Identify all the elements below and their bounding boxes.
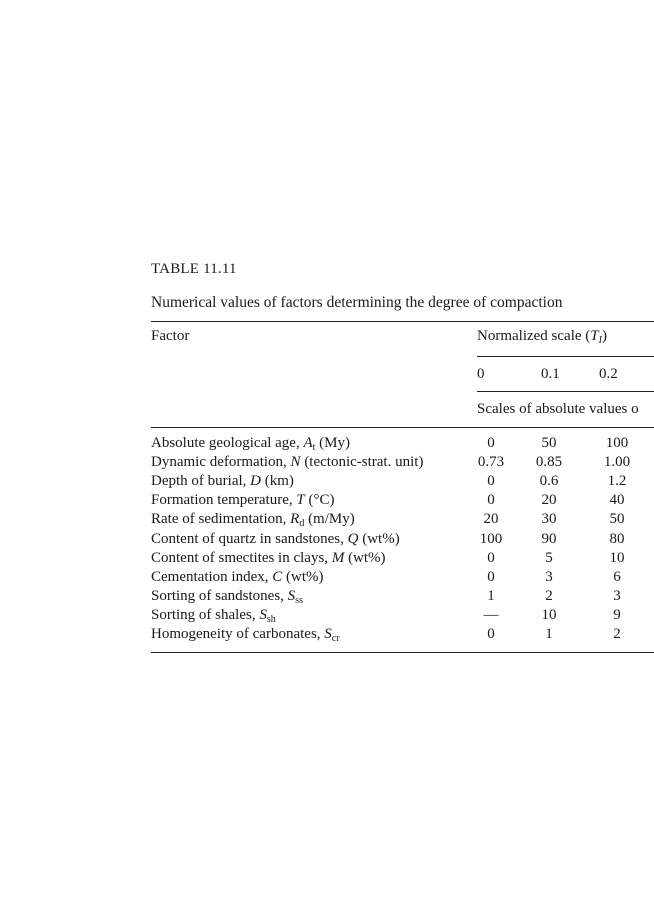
factor-symbol-subscript: ss	[295, 595, 303, 606]
factor-name: Absolute geological age,	[151, 435, 304, 451]
factor-name: Sorting of sandstones,	[151, 588, 288, 604]
factor-name: Content of quartz in sandstones,	[151, 531, 348, 547]
table-cell: 3	[545, 569, 553, 585]
normalized-scale-close: )	[601, 328, 607, 344]
table-cell: 5	[545, 550, 553, 566]
scale-value-0: 0	[477, 366, 485, 382]
row-label	[151, 569, 324, 586]
row-label	[151, 626, 340, 643]
table-cell: 0.6	[539, 473, 559, 489]
table-cell: 20	[541, 492, 557, 508]
row-label	[151, 473, 294, 490]
normalized-scale-symbol: T	[590, 328, 599, 344]
table-cell: 50	[541, 435, 557, 451]
row-label	[151, 435, 350, 452]
factor-symbol-subscript: d	[299, 518, 305, 529]
table-cell: 0.85	[535, 454, 563, 470]
factor-symbol-subscript: sh	[266, 614, 276, 625]
factor-symbol: R	[290, 511, 300, 527]
factor-name: Depth of burial,	[151, 473, 251, 489]
normalized-scale-rule	[477, 356, 654, 357]
factor-symbol: C	[272, 569, 283, 585]
factor-unit: (wt%)	[282, 569, 324, 585]
table-cell: 0.73	[477, 454, 505, 470]
table-label: TABLE 11.11	[151, 261, 237, 277]
table-cell: 1	[487, 588, 495, 604]
row-label	[151, 607, 276, 624]
table-cell: 1	[545, 626, 553, 642]
factor-symbol: N	[290, 454, 301, 470]
row-label	[151, 511, 355, 528]
factor-symbol: S	[287, 588, 296, 604]
factor-symbol: S	[259, 607, 267, 623]
factor-symbol: M	[331, 550, 345, 566]
factor-symbol: T	[296, 492, 305, 508]
table-cell: 1.2	[607, 473, 627, 489]
table-cell: 0	[487, 492, 495, 508]
scale-value-2: 0.2	[599, 366, 618, 382]
table-cell: 80	[609, 531, 625, 547]
factor-name: Content of smectites in clays,	[151, 550, 332, 566]
table-cell: 0	[487, 626, 495, 642]
table-cell: 50	[609, 511, 625, 527]
factor-unit: (wt%)	[358, 531, 400, 547]
normalized-scale-subscript: I	[598, 335, 602, 346]
table-caption: Numerical values of factors determining the degree of compaction	[151, 294, 563, 311]
normalized-scale-header	[477, 328, 607, 345]
table-cell: 100	[479, 531, 503, 547]
table-cell: 40	[609, 492, 625, 508]
table-cell: 20	[483, 511, 499, 527]
factor-name: Homogeneity of carbonates,	[151, 626, 325, 642]
factor-name: Rate of sedimentation,	[151, 511, 291, 527]
table-cell: 0	[487, 550, 495, 566]
factor-name: Formation temperature,	[151, 492, 297, 508]
row-label	[151, 550, 386, 567]
factor-unit: (wt%)	[344, 550, 386, 566]
table-cell: 1.00	[603, 454, 631, 470]
factor-symbol: S	[324, 626, 332, 642]
factor-unit: (tectonic-strat. unit)	[300, 454, 424, 470]
row-label	[151, 454, 423, 471]
scale-values-rule	[477, 391, 654, 392]
table-cell: 3	[613, 588, 621, 604]
row-label	[151, 531, 400, 548]
table-cell: 0	[487, 569, 495, 585]
table-cell: 90	[541, 531, 557, 547]
factor-symbol: Q	[347, 531, 359, 547]
factor-name: Dynamic deformation,	[151, 454, 291, 470]
absolute-values-header: Scales of absolute values o	[477, 401, 639, 417]
bottom-rule	[151, 652, 654, 653]
factor-column-header: Factor	[151, 328, 190, 344]
factor-unit: (°C)	[304, 492, 335, 508]
normalized-scale-text: Normalized scale (	[477, 328, 591, 344]
scale-value-1: 0.1	[541, 366, 560, 382]
factor-unit: (My)	[315, 435, 350, 451]
table-cell: 0	[487, 435, 495, 451]
table-cell: 10	[541, 607, 557, 623]
table-cell: —	[483, 607, 499, 623]
row-label	[151, 588, 303, 605]
factor-unit: (m/My)	[304, 511, 355, 527]
factor-symbol-subscript: cr	[331, 633, 340, 644]
table-cell: 2	[545, 588, 553, 604]
table-cell: 10	[609, 550, 625, 566]
factor-name: Sorting of shales,	[151, 607, 260, 623]
table-cell: 30	[541, 511, 557, 527]
factor-symbol: A	[303, 435, 313, 451]
top-rule	[151, 321, 654, 322]
factor-unit: (km)	[260, 473, 294, 489]
table-cell: 9	[613, 607, 621, 623]
factor-name: Cementation index,	[151, 569, 273, 585]
factor-symbol-subscript: t	[312, 442, 316, 453]
row-label	[151, 492, 334, 509]
header-bottom-rule	[151, 427, 654, 428]
factor-symbol: D	[250, 473, 261, 489]
table-cell: 6	[613, 569, 621, 585]
table-cell: 0	[487, 473, 495, 489]
table-cell: 2	[613, 626, 621, 642]
table-cell: 100	[605, 435, 629, 451]
